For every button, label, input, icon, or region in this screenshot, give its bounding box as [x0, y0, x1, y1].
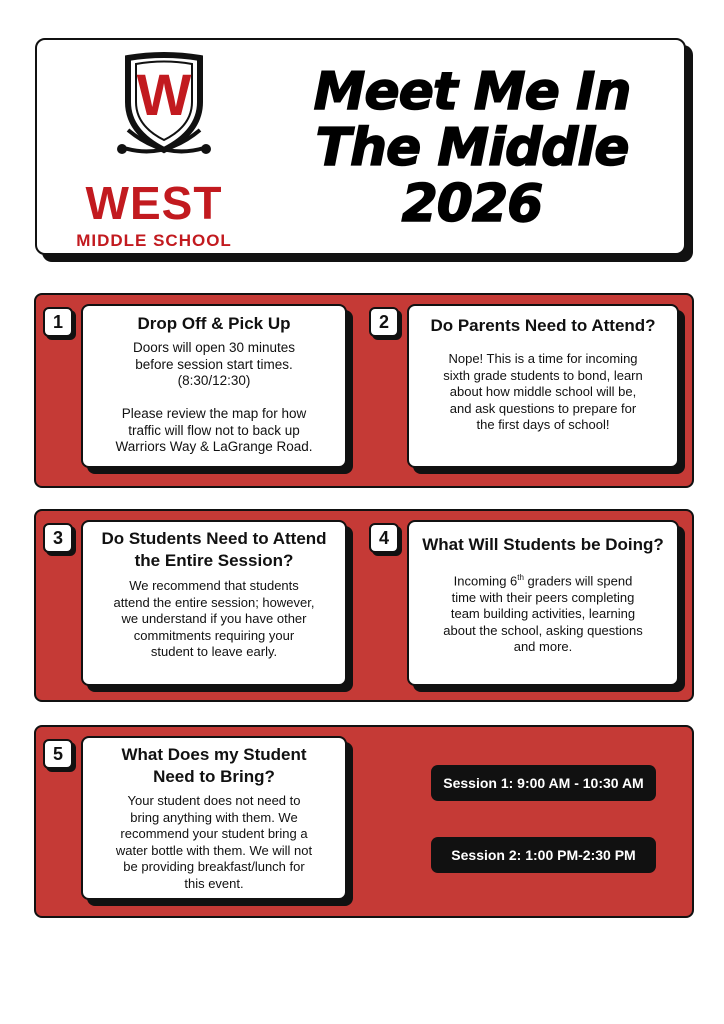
card-parents: [407, 304, 679, 468]
card-body: Doors will open 30 minutes before session start times. (8:30/12:30) Please review the map for how traffic will flow not to back up Warriors Way & LaGrange Road.: [115, 340, 313, 454]
title-line-2: The Middle: [315, 118, 629, 178]
title-line-1: Meet Me In: [313, 62, 631, 122]
card-body: Nope! This is a time for incoming sixth grade students to bond, learn about how middle school will be, and ask questions to prepare for the first days of school!: [443, 351, 643, 432]
session-2-badge: Session 2: 1:00 PM-2:30 PM: [431, 837, 656, 873]
card-title: Do Parents Need to Attend?: [430, 316, 656, 335]
card-body: We recommend that students attend the entire session; however, we understand if you have other commitments requiring your student to leave early.: [113, 578, 315, 659]
card-body: Your student does not need to bring anything with them. We recommend your student bring a water bottle with them. We will not be providing breakfast/lunch for this event.: [115, 793, 313, 891]
card-title: Do Students Need to Attend the Entire Session?: [101, 529, 327, 570]
number-badge-3: 3: [43, 523, 73, 553]
logo-letter: W: [136, 63, 192, 128]
card-what-to-bring: [81, 736, 347, 900]
title-line-3: 2026: [401, 174, 543, 234]
card-drop-off: [81, 304, 347, 468]
card-students-doing: [407, 520, 679, 686]
session-1-badge: Session 1: 9:00 AM - 10:30 AM: [431, 765, 656, 801]
school-logo: [59, 52, 249, 250]
card-title: Drop Off & Pick Up: [137, 314, 291, 333]
card-entire-session: [81, 520, 347, 686]
card-body: [415, 570, 671, 656]
ordinal-suffix: th: [517, 573, 524, 582]
number-badge-4: 4: [369, 523, 399, 553]
number-badge-1: 1: [43, 307, 73, 337]
number-badge-5: 5: [43, 739, 73, 769]
page-title: [287, 64, 657, 232]
logo-school-name: WEST: [85, 177, 223, 229]
card-title: What Will Students be Doing?: [422, 535, 664, 554]
card-title: What Does my Student Need to Bring?: [121, 745, 307, 786]
body-text: graders will spend time with their peers completing team building activities, learning about the school, asking questions and more.: [443, 573, 643, 655]
number-badge-2: 2: [369, 307, 399, 337]
header-card: [35, 38, 686, 255]
body-text: Incoming 6: [453, 573, 518, 589]
logo-school-subtitle: MIDDLE SCHOOL: [76, 231, 232, 250]
